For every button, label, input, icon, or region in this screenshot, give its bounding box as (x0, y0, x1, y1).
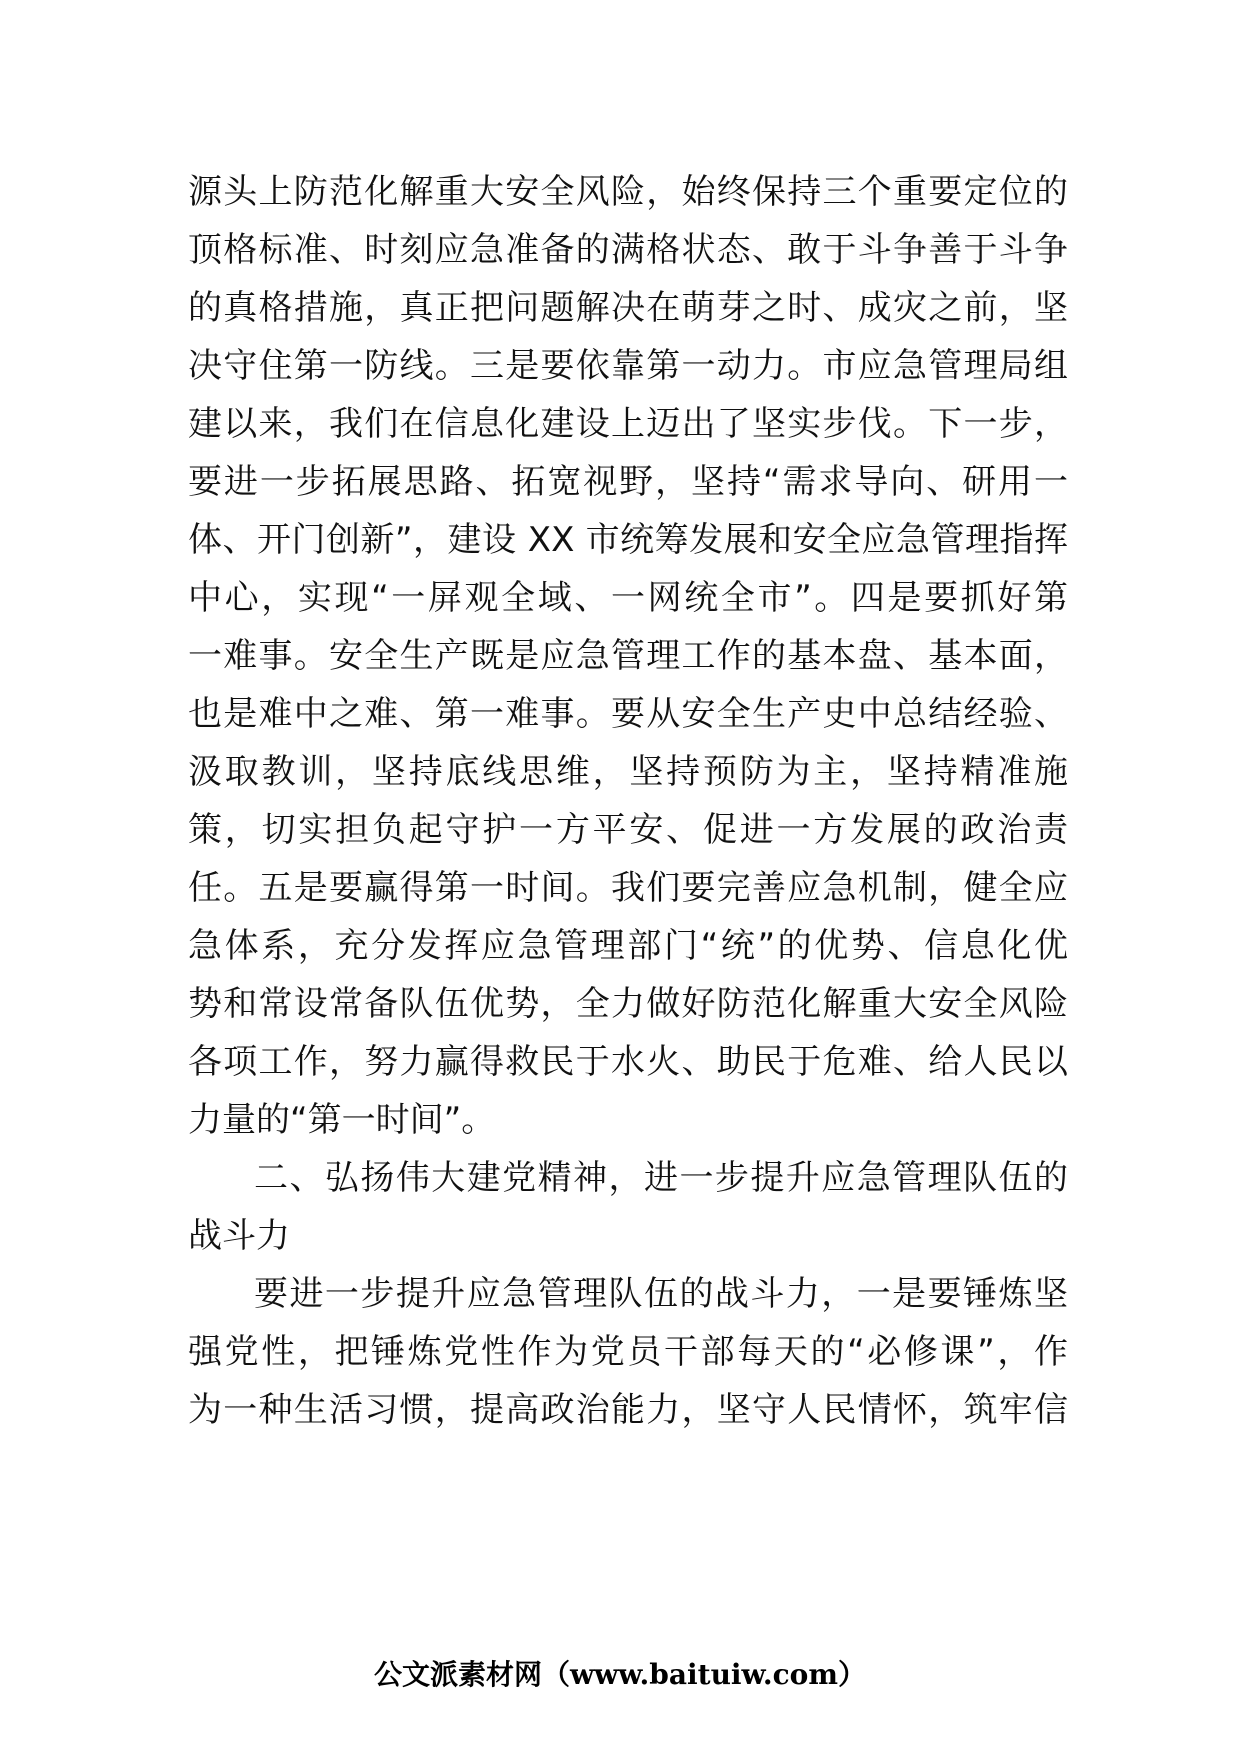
text-line: 中心，实现“一屏观全域、一网统全市”。四是要抓好第 (188, 578, 1068, 618)
text-line: 的真格措施，真正把问题解决在萌芽之时、成灾之前，坚 (188, 288, 1068, 328)
footer-watermark: 公文派素材网（www.baituiw.com） (374, 1658, 866, 1691)
text-line: 为一种生活习惯，提高政治能力，坚守人民情怀，筑牢信 (188, 1390, 1068, 1430)
text-line: 任。五是要赢得第一时间。我们要完善应急机制，健全应 (188, 868, 1068, 908)
text-line: 急体系，充分发挥应急管理部门“统”的优势、信息化优 (188, 926, 1068, 966)
text-line: 一难事。安全生产既是应急管理工作的基本盘、基本面， (188, 636, 1068, 676)
text-line: 策，切实担负起守护一方平安、促进一方发展的政治责 (188, 810, 1068, 850)
text-line: 也是难中之难、第一难事。要从安全生产史中总结经验、 (188, 694, 1068, 734)
text-line: 要进一步提升应急管理队伍的战斗力，一是要锤炼坚 (254, 1274, 1068, 1314)
text-line: 源头上防范化解重大安全风险，始终保持三个重要定位的 (188, 172, 1068, 212)
text-line: 势和常设常备队伍优势，全力做好防范化解重大安全风险 (188, 984, 1068, 1024)
text-line: 决守住第一防线。三是要依靠第一动力。市应急管理局组 (188, 346, 1068, 386)
text-line: 建以来，我们在信息化建设上迈出了坚实步伐。下一步， (188, 404, 1068, 444)
text-line: 各项工作，努力赢得救民于水火、助民于危难、给人民以 (188, 1042, 1068, 1082)
text-line: 要进一步拓展思路、拓宽视野，坚持“需求导向、研用一 (188, 462, 1068, 502)
section-heading-continued: 战斗力 (188, 1216, 290, 1256)
text-line: 体、开门创新”，建设 XX 市统筹发展和安全应急管理指挥 (188, 520, 1068, 560)
text-line: 汲取教训，坚持底线思维，坚持预防为主，坚持精准施 (188, 752, 1068, 792)
text-line: 强党性，把锤炼党性作为党员干部每天的“必修课”，作 (188, 1332, 1068, 1372)
section-heading: 二、弘扬伟大建党精神，进一步提升应急管理队伍的 (254, 1158, 1068, 1198)
text-line: 力量的“第一时间”。 (188, 1100, 496, 1140)
text-line: 顶格标准、时刻应急准备的满格状态、敢于斗争善于斗争 (188, 230, 1068, 270)
